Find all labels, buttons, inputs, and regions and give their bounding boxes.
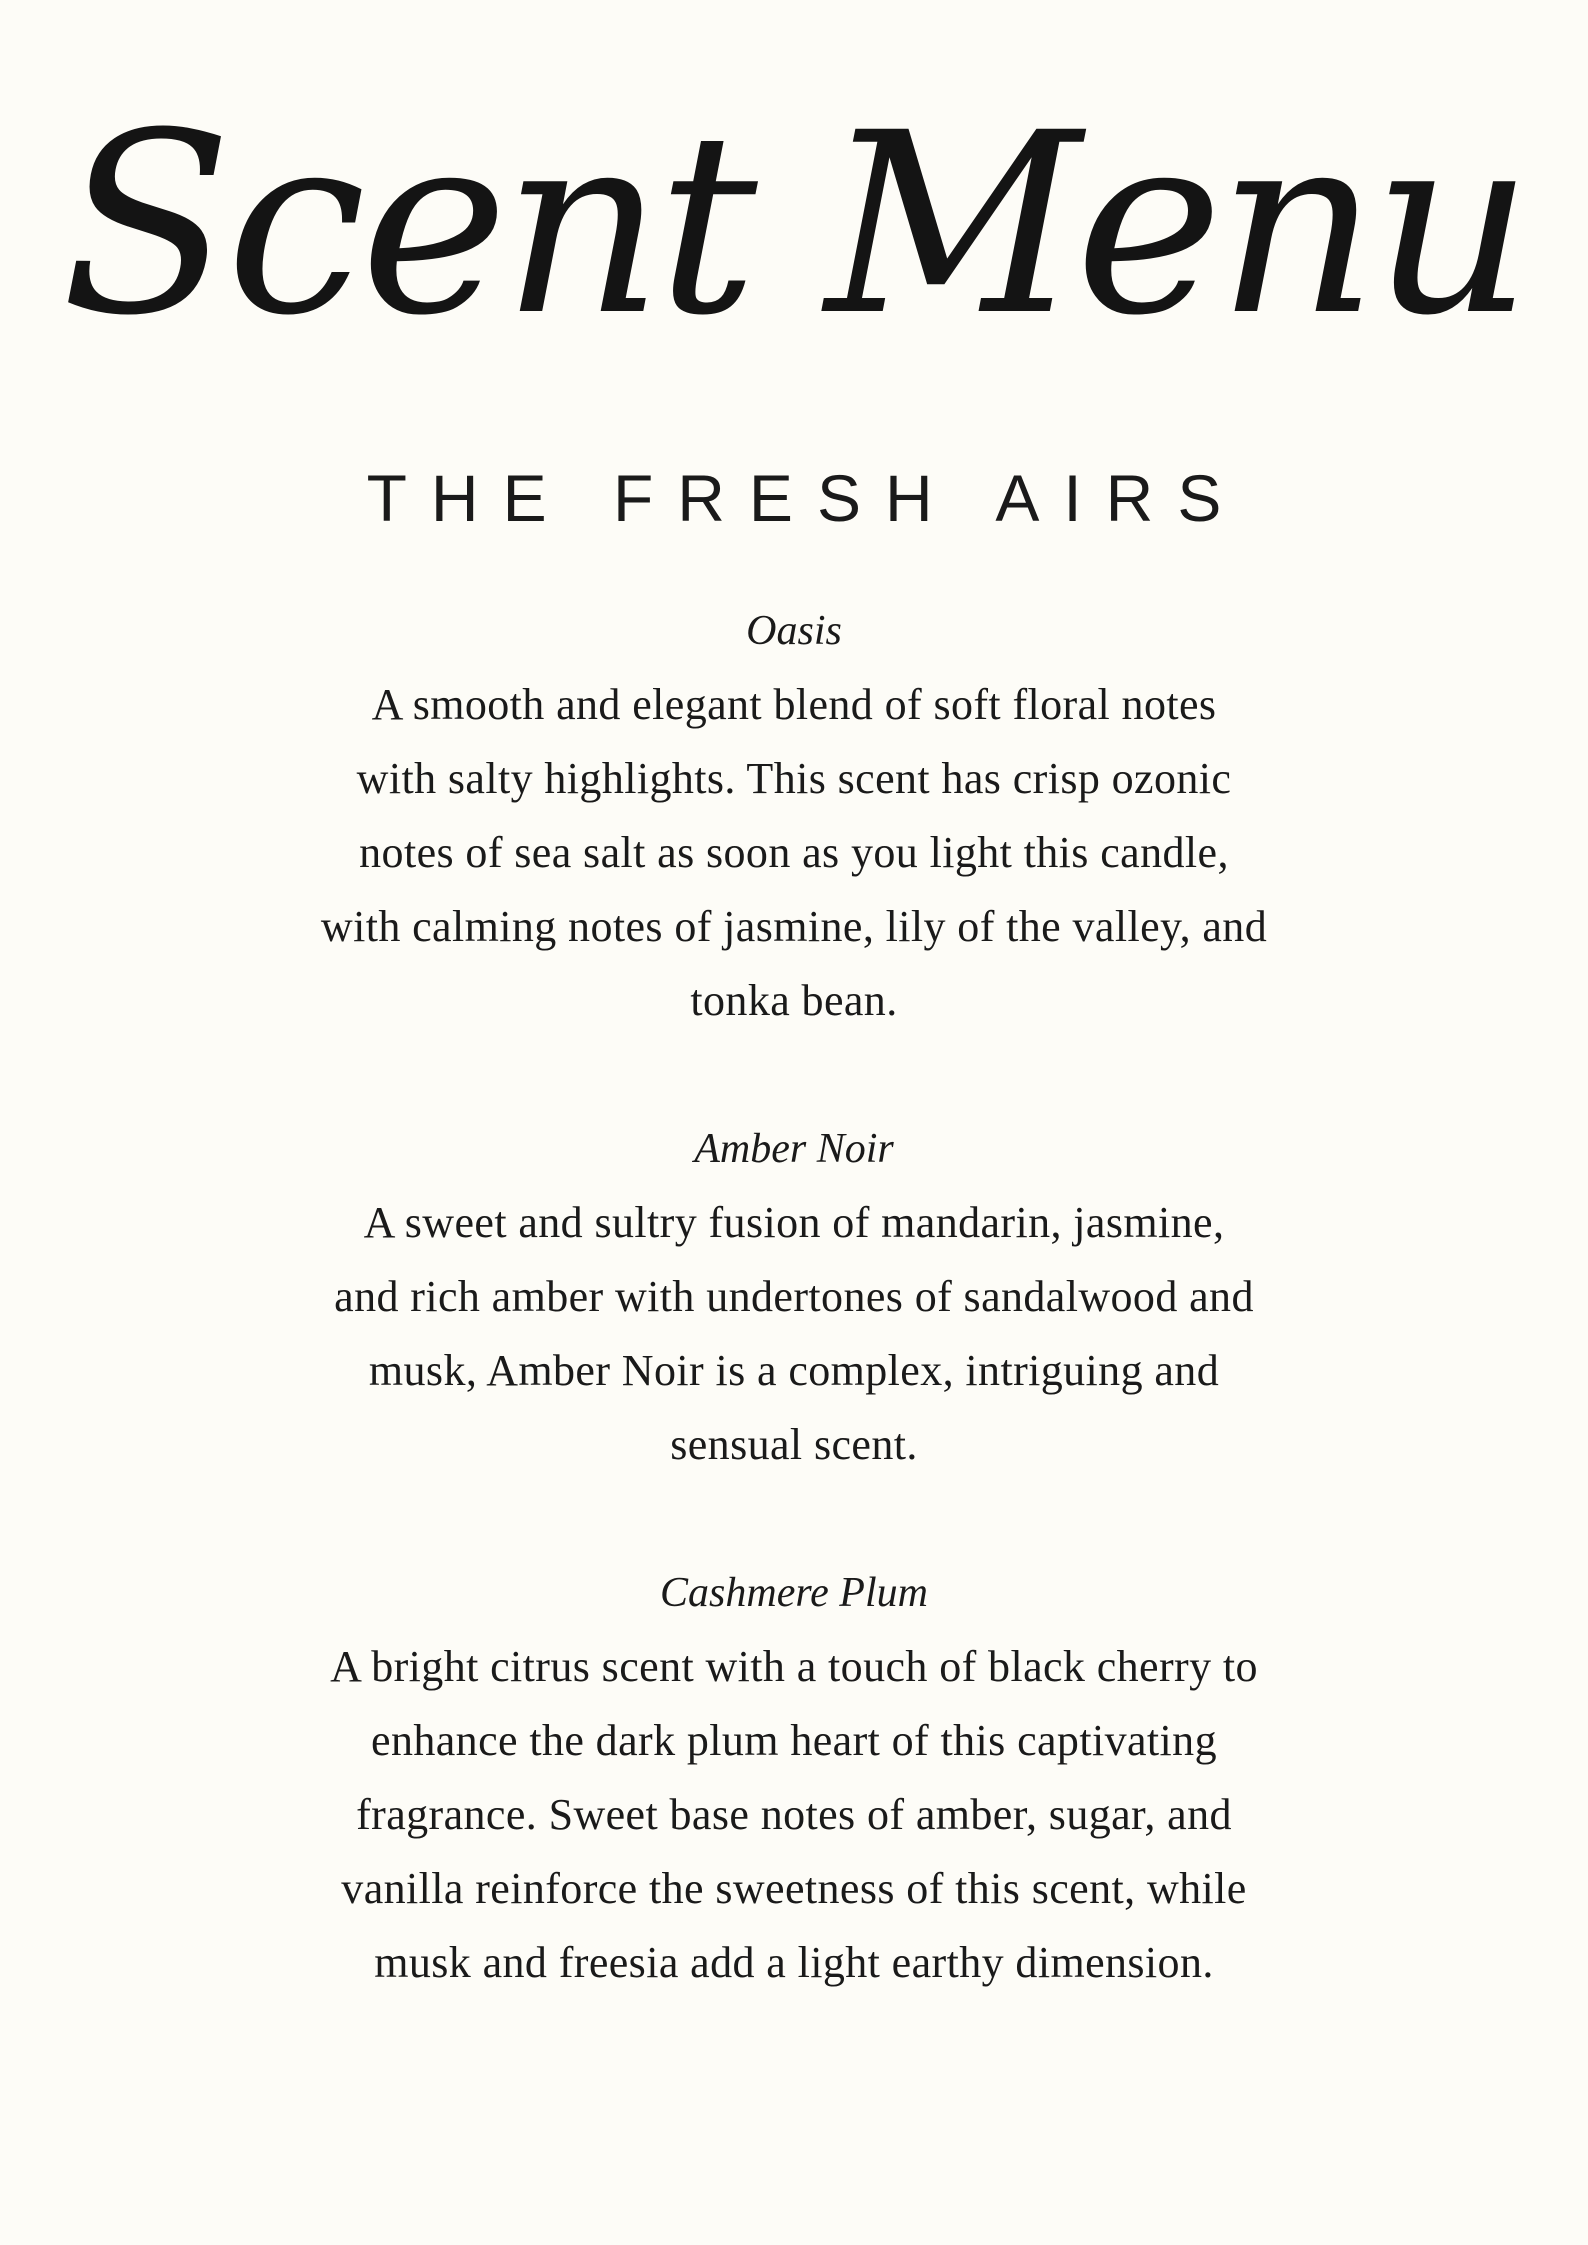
scent-list xyxy=(190,594,1398,2074)
description-line: tonka bean. xyxy=(690,976,898,1025)
scent-name: Cashmere Plum xyxy=(660,1570,928,1616)
description-line: notes of sea salt as soon as you light this candle, xyxy=(359,828,1229,877)
description-line: with salty highlights. This scent has crisp ozonic xyxy=(356,754,1232,803)
description-line: sensual scent. xyxy=(670,1420,918,1469)
scent-name: Oasis xyxy=(746,608,842,654)
description-line: with calming notes of jasmine, lily of the valley, and xyxy=(320,902,1268,951)
description-line: fragrance. Sweet base notes of amber, sugar, and xyxy=(356,1790,1232,1839)
description-line: A bright citrus scent with a touch of black cherry to xyxy=(330,1642,1258,1691)
description-line: musk, Amber Noir is a complex, intriguing and xyxy=(368,1346,1220,1395)
description-line: musk and freesia add a light earthy dimension. xyxy=(374,1938,1214,1987)
page-subtitle: THE FRESH AIRS xyxy=(366,461,1246,535)
description-line: enhance the dark plum heart of this captivating xyxy=(371,1716,1217,1765)
scent-description xyxy=(190,1186,1398,1482)
scent-description xyxy=(190,1630,1398,2000)
scent-item-oasis xyxy=(190,594,1398,1038)
scent-item-cashmere-plum xyxy=(190,1556,1398,2000)
scent-description xyxy=(190,668,1398,1038)
scent-item-amber-noir xyxy=(190,1112,1398,1482)
scent-name: Amber Noir xyxy=(694,1126,894,1172)
description-line: vanilla reinforce the sweetness of this scent, while xyxy=(341,1864,1247,1913)
page-title: Scent Menu xyxy=(60,79,1528,370)
description-line: A sweet and sultry fusion of mandarin, jasmine, xyxy=(363,1198,1225,1247)
description-line: A smooth and elegant blend of soft floral notes xyxy=(371,680,1217,729)
description-line: and rich amber with undertones of sandalwood and xyxy=(334,1272,1254,1321)
